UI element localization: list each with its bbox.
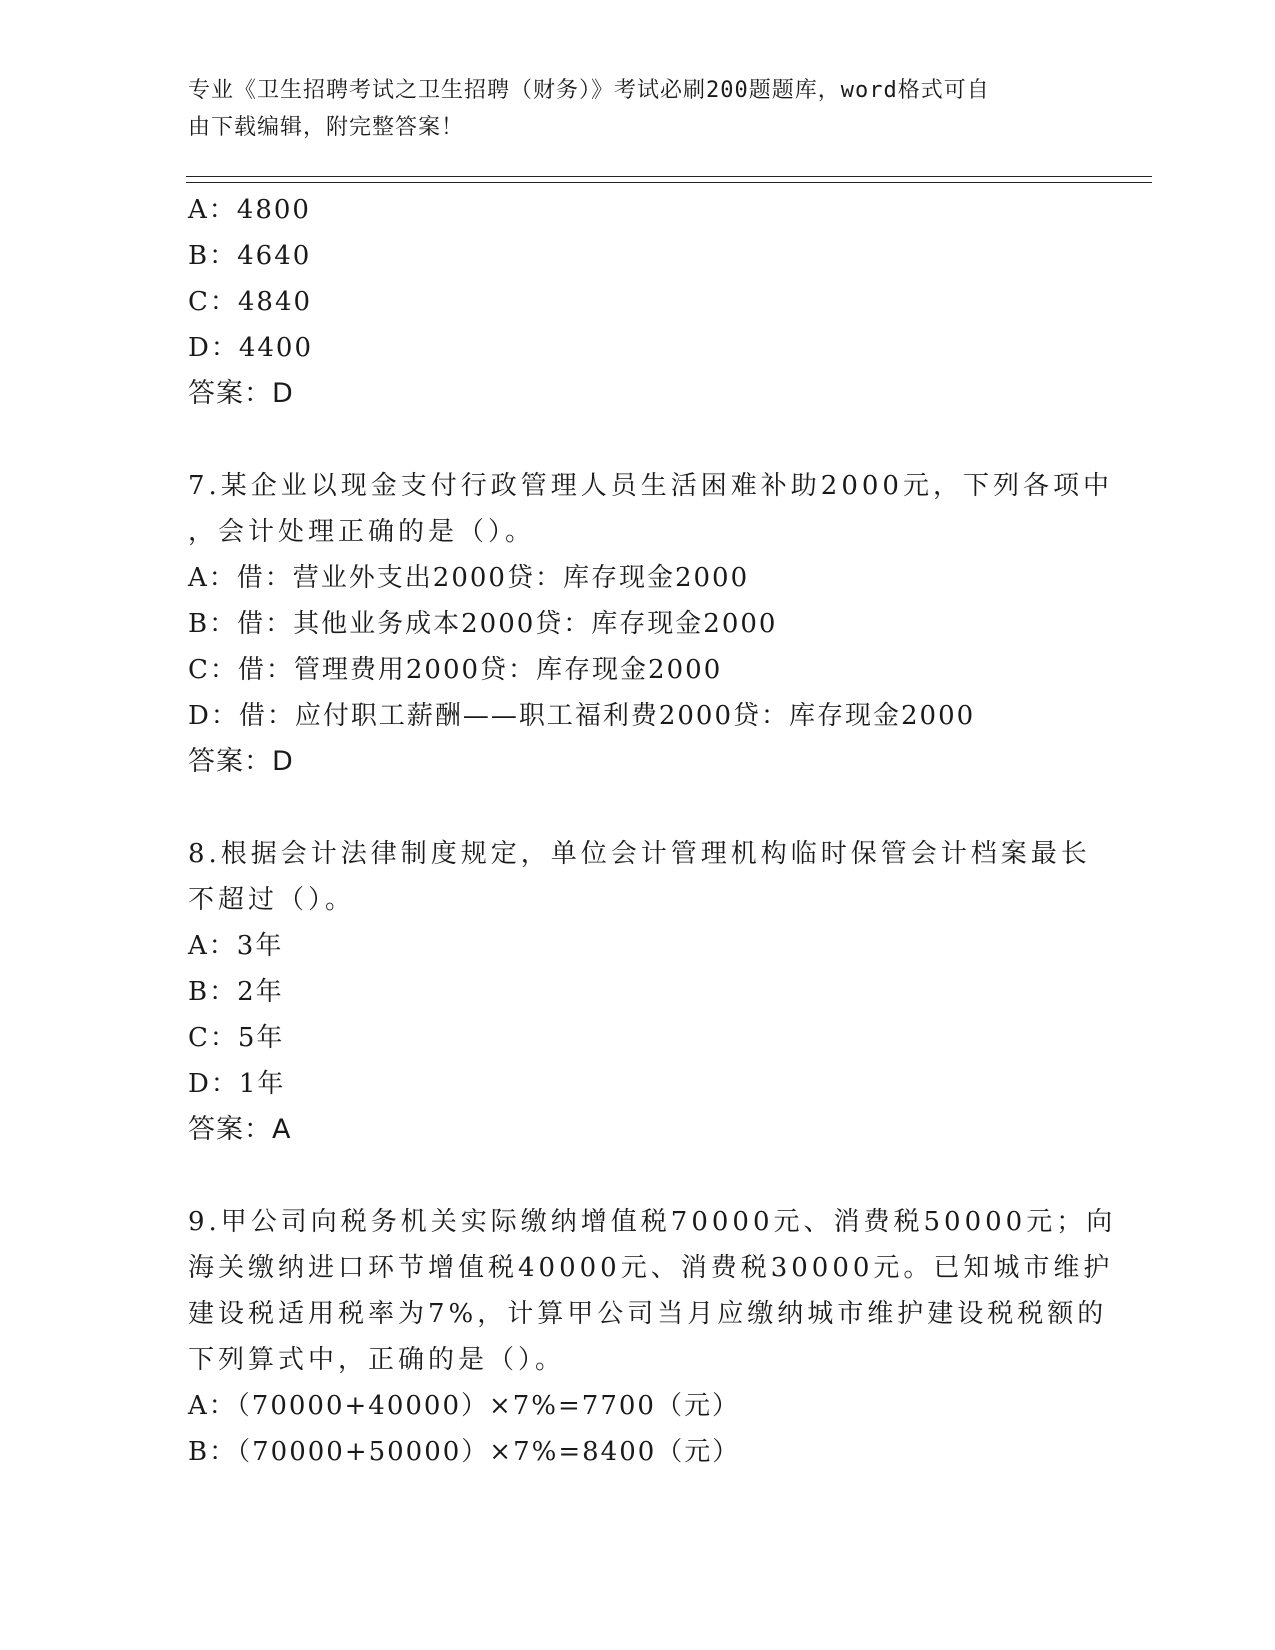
- question-stem-line: 不超过（）。: [188, 885, 356, 915]
- question-stem-line: 9.甲公司向税务机关实际缴纳增值税70000元、消费税50000元；向: [188, 1207, 1117, 1237]
- question-8: [188, 831, 1091, 1153]
- answer: 答案：D: [188, 746, 294, 777]
- answer: 答案：A: [188, 1114, 292, 1145]
- option-b: B：（70000+50000）×7%=8400（元）: [188, 1437, 741, 1467]
- option-b: B：借：其他业务成本2000贷：库存现金2000: [188, 609, 778, 639]
- option-a: A：借：营业外支出2000贷：库存现金2000: [188, 563, 750, 593]
- option-d: D：4400: [188, 333, 314, 363]
- header-line-2: 由下载编辑，附完整答案！: [188, 115, 465, 140]
- question-stem-line: 下列算式中，正确的是（）。: [188, 1345, 566, 1375]
- header-divider-top: [186, 176, 1152, 177]
- question-stem-line: ，会计处理正确的是（）。: [188, 517, 536, 547]
- header-line-1: 专业《卫生招聘考试之卫生招聘（财务）》考试必刷200题题库，word格式可自: [188, 78, 990, 103]
- option-b: B：4640: [188, 241, 312, 271]
- option-b: B：2年: [188, 977, 284, 1007]
- question-stem-line: 7.某企业以现金支付行政管理人员生活困难补助2000元，下列各项中: [188, 471, 1113, 501]
- question-stem-line: 海关缴纳进口环节增值税40000元、消费税30000元。已知城市维护: [188, 1253, 1114, 1283]
- option-a: A：3年: [188, 931, 284, 961]
- option-d: D：1年: [188, 1069, 286, 1099]
- question-6: [188, 187, 1088, 417]
- question-9: [188, 1199, 1117, 1475]
- document-header: [188, 72, 1068, 146]
- answer: 答案：D: [188, 378, 294, 409]
- option-c: C：借：管理费用2000贷：库存现金2000: [188, 655, 723, 685]
- option-a: A：4800: [188, 195, 311, 225]
- option-c: C：5年: [188, 1023, 285, 1053]
- question-7: [188, 463, 1113, 785]
- question-stem-line: 建设税适用税率为7%，计算甲公司当月应缴纳城市维护建设税税额的: [188, 1299, 1108, 1329]
- question-content: [188, 187, 1117, 1475]
- option-a: A：（70000+40000）×7%=7700（元）: [188, 1391, 740, 1421]
- option-c: C：4840: [188, 287, 313, 317]
- question-stem-line: 8.根据会计法律制度规定，单位会计管理机构临时保管会计档案最长: [188, 839, 1091, 869]
- header-divider-bottom: [186, 182, 1152, 183]
- option-d: D：借：应付职工薪酬——职工福利费2000贷：库存现金2000: [188, 701, 976, 731]
